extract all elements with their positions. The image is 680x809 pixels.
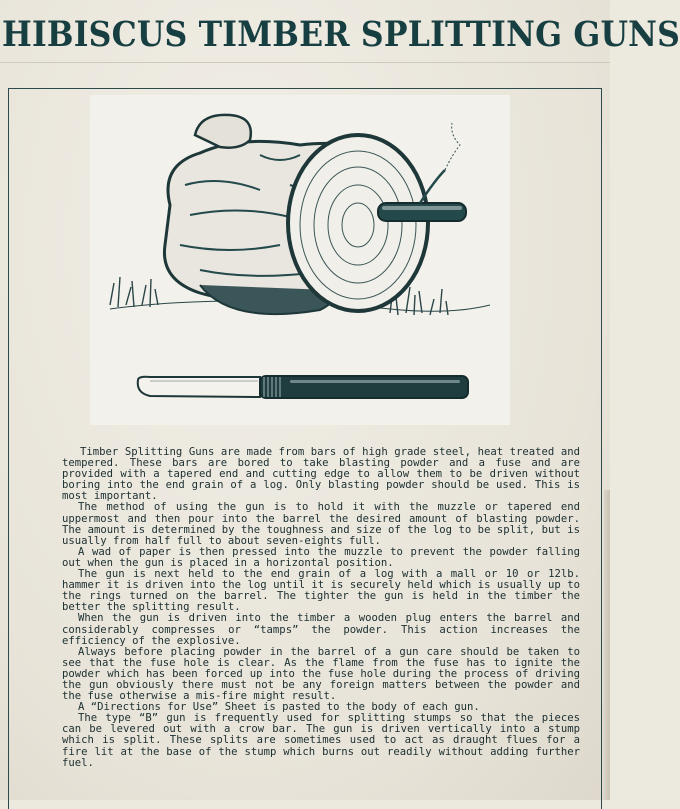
paragraph-directions: A “Directions for Use” Sheet is pasted to the body of each gun. — [78, 701, 480, 714]
branch-stub — [195, 115, 251, 148]
paragraph-type-b: The type “B” gun is frequently used for splitting stumps so that the pieces can be levered out with a crow bar. The gun is driven vertically into a stump which is split. These splits are sometimes used to act as draught flues for a fire lit at the base of the stump which burns out readily without adding further fuel. — [62, 712, 580, 769]
log-illustration — [90, 95, 510, 425]
description-text — [62, 447, 580, 769]
log-and-gun-drawing — [90, 95, 510, 425]
log-end-grain — [288, 135, 428, 311]
paragraph-fuse: Always before placing powder in the barrel of a gun care should be taken to see that the fuse hole is clear. As the flame from the fuse has to ignite the powder which has been forced up into the fuse hole during the process of driving the gun obviously there must not be any foreign matters between the powder and the fuse otherwise a mis-fire might result. — [62, 645, 580, 703]
paragraph-materials: Timber Splitting Guns are made from bars of high grade steel, heat treated and tempered. These bars are bored to take blasting powder and a fuse and are provided with a tapered end and cutting edge to allow them to be driven without boring into the end grain of a log. Only blasting powder should be used. This is most important. — [62, 446, 580, 503]
paragraph-method: The method of using the gun is to hold it with the muzzle or tapered end uppermost and then pour into the barrel the desired amount of blasting powder. The amount is determined by the toughness and size of the log to be split, but is usually from half full to about seven-eights full. — [62, 501, 580, 547]
title-divider — [0, 62, 610, 63]
paragraph-wad: A wad of paper is then pressed into the muzzle to prevent the powder falling out when the gun is placed in a horizontal position. — [62, 545, 580, 569]
page-edge — [604, 490, 610, 800]
paragraph-plug: When the gun is driven into the timber a wooden plug enters the barrel and considerably compresses or “tamps” the powder. This action increases the efficiency of the explosive. — [62, 612, 580, 647]
page-title: HIBISCUS TIMBER SPLITTING GUNS — [2, 14, 680, 55]
splitting-gun — [138, 376, 468, 398]
paragraph-driving: The gun is next held to the end grain of a log with a mall or 10 or 12lb. hammer it is driven into the log until it is securely held which is usually up to the rings turned on the barrel. The tighter the gun is held in the timber the better the splitting result. — [62, 568, 580, 614]
